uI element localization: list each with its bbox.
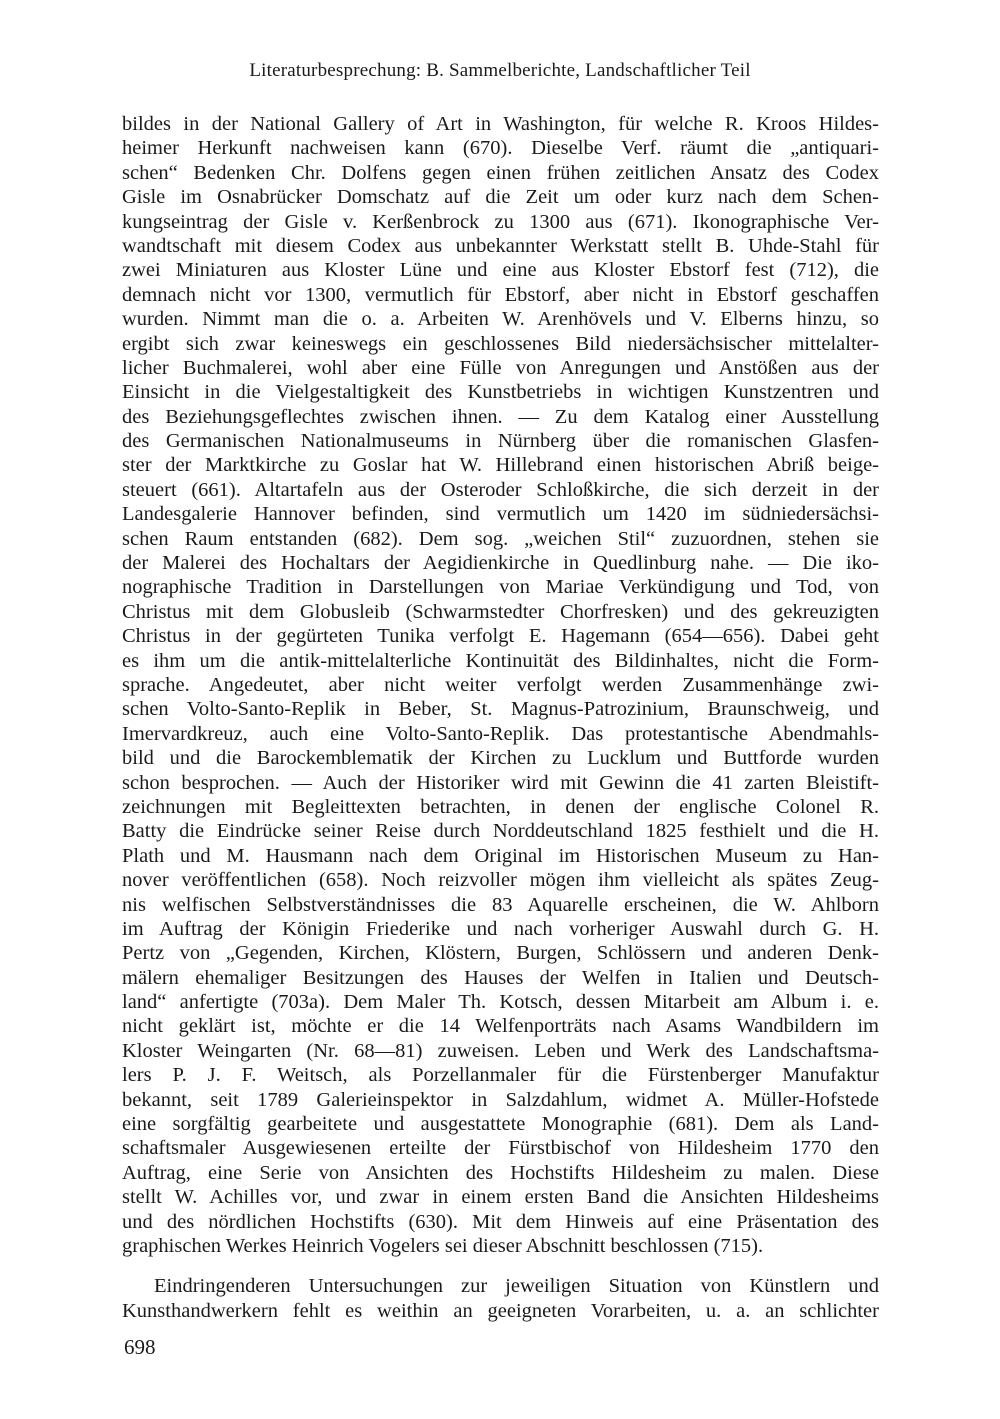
text-line: stellt W. Achilles vor, und zwar in einem ersten Band die Ansichten Hildesheims — [122, 1186, 879, 1209]
text-line: im Auftrag der Königin Friederike und nach vorheriger Auswahl durch G. H. — [122, 917, 879, 940]
text-line: bild und die Barockemblematik der Kirchen zu Lucklum und Buttforde wurden — [122, 747, 879, 770]
text-line: Christus in der gegürteten Tunika verfolgt E. Hagemann (654—656). Dabei geht — [122, 625, 879, 648]
text-line: wurden. Nimmt man die o. a. Arbeiten W. Arenhövels und V. Elberns hinzu, so — [122, 308, 879, 331]
text-line: des Germanischen Nationalmuseums in Nürnberg über die romanischen Glasfen- — [122, 430, 879, 453]
text-line: ster der Marktkirche zu Goslar hat W. Hillebrand einen historischen Abriß beige- — [122, 454, 879, 477]
text-line: zeichnungen mit Begleittexten betrachten, in denen der englische Colonel R. — [122, 795, 879, 818]
text-line: Eindringenderen Untersuchungen zur jeweiligen Situation von Künstlern und — [154, 1275, 879, 1298]
text-line: licher Buchmalerei, wohl aber eine Fülle von Anregungen und Anstößen aus der — [122, 356, 879, 379]
text-line: wandtschaft mit diesem Codex aus unbekannter Werkstatt stellt B. Uhde-Stahl für — [122, 234, 879, 257]
text-line: graphischen Werkes Heinrich Vogelers sei dieser Abschnitt beschlossen (715). — [122, 1234, 764, 1257]
paragraph-2 — [122, 1274, 879, 1323]
paragraph-1 — [122, 112, 879, 1258]
text-line: lers P. J. F. Weitsch, als Porzellanmaler für die Fürstenberger Manufaktur — [122, 1064, 879, 1087]
text-line: schen Raum entstanden (682). Dem sog. „weichen Stil“ zuzuordnen, stehen sie — [122, 527, 879, 550]
text-line: Kloster Weingarten (Nr. 68—81) zuweisen. Leben und Werk des Landschaftsma- — [122, 1039, 879, 1062]
text-line: eine sorgfältig gearbeitete und ausgestattete Monographie (681). Dem als Land- — [122, 1113, 879, 1136]
text-line: ergibt sich zwar keineswegs ein geschlossenes Bild niedersächsischer mittelalter- — [122, 332, 879, 355]
text-line: bekannt, seit 1789 Galerieinspektor in Salzdahlum, widmet A. Müller-Hofstede — [122, 1088, 879, 1111]
text-line: steuert (661). Altartafeln aus der Osteroder Schloßkirche, die sich derzeit in der — [122, 478, 879, 501]
text-line: Landesgalerie Hannover befinden, sind vermutlich um 1420 im südniedersächsi- — [122, 503, 879, 526]
text-line: nicht geklärt ist, möchte er die 14 Welfenporträts nach Asams Wandbildern im — [122, 1015, 879, 1038]
text-line: bildes in der National Gallery of Art in Washington, für welche R. Kroos Hildes- — [122, 113, 879, 135]
text-line: schen“ Bedenken Chr. Dolfens gegen einen frühen zeitlichen Ansatz des Codex — [122, 161, 879, 184]
text-line: land“ anfertigte (703a). Dem Maler Th. Kotsch, dessen Mitarbeit am Album i. e. — [122, 991, 879, 1014]
text-line: heimer Herkunft nachweisen kann (670). Dieselbe Verf. räumt die „antiquari- — [122, 137, 879, 160]
text-line: Auftrag, eine Serie von Ansichten des Hochstifts Hildesheim zu malen. Diese — [122, 1161, 879, 1184]
running-head: Literaturbesprechung: B. Sammelberichte, Landschaftlicher Teil — [249, 60, 751, 81]
text-line: schaftsmaler Ausgewiesenen erteilte der Fürstbischof von Hildesheim 1770 den — [122, 1137, 879, 1160]
text-line: demnach nicht vor 1300, vermutlich für Ebstorf, aber nicht in Ebstorf geschaffen — [122, 283, 879, 306]
text-line: Imervardkreuz, auch eine Volto-Santo-Replik. Das protestantische Abendmahls- — [122, 722, 879, 745]
text-line: und des nördlichen Hochstifts (630). Mit dem Hinweis auf eine Präsentation des — [122, 1210, 879, 1233]
text-line: Pertz von „Gegenden, Kirchen, Klöstern, Burgen, Schlössern und anderen Denk- — [122, 942, 879, 965]
text-line: schon besprochen. — Auch der Historiker wird mit Gewinn die 41 zarten Bleistift- — [122, 771, 879, 794]
text-line: es ihm um die antik-mittelalterliche Kontinuität des Bildinhaltes, nicht die Form- — [122, 649, 879, 672]
text-line: Einsicht in die Vielgestaltigkeit des Kunstbetriebs in wichtigen Kunstzentren und — [122, 381, 879, 404]
text-line: zwei Miniaturen aus Kloster Lüne und eine aus Kloster Ebstorf fest (712), die — [122, 259, 879, 282]
text-line: Gisle im Osnabrücker Domschatz auf die Zeit um oder kurz nach dem Schen- — [122, 186, 879, 209]
text-line: des Beziehungsgeflechtes zwischen ihnen. — Zu dem Katalog einer Ausstellung — [122, 405, 879, 428]
text-line: nis welfischen Selbstverständnisses die 83 Aquarelle erscheinen, die W. Ahlborn — [122, 893, 879, 916]
paragraph-gap — [122, 1258, 879, 1274]
text-line: Batty die Eindrücke seiner Reise durch Norddeutschland 1825 festhielt und die H. — [122, 820, 879, 843]
text-line: sprache. Angedeutet, aber nicht weiter verfolgt werden Zusammenhänge zwi- — [122, 673, 879, 696]
text-line: der Malerei des Hochaltars der Aegidienkirche in Quedlinburg nahe. — Die iko- — [122, 552, 879, 575]
text-line: Christus mit dem Globusleib (Schwarmstedter Chorfresken) und des gekreuzigten — [122, 600, 879, 623]
page-body — [122, 112, 879, 1323]
text-line: nographische Tradition in Darstellungen von Mariae Verkündigung und Tod, von — [122, 576, 879, 599]
text-line: Kunsthandwerkern fehlt es weithin an geeigneten Vorarbeiten, u. a. an schlichter — [122, 1299, 879, 1322]
text-line: schen Volto-Santo-Replik in Beber, St. Magnus-Patrozinium, Braunschweig, und — [122, 698, 879, 721]
text-line: mälern ehemaliger Besitzungen des Hauses der Welfen in Italien und Deutsch- — [122, 966, 879, 989]
text-line: Plath und M. Hausmann nach dem Original im Historischen Museum zu Han- — [122, 844, 879, 867]
text-line: kungseintrag der Gisle v. Kerßenbrock zu 1300 aus (671). Ikonographische Ver- — [122, 210, 879, 233]
text-line: nover veröffentlichen (658). Noch reizvoller mögen ihm vielleicht als spätes Zeug- — [122, 869, 879, 892]
page-number: 698 — [124, 1335, 156, 1359]
